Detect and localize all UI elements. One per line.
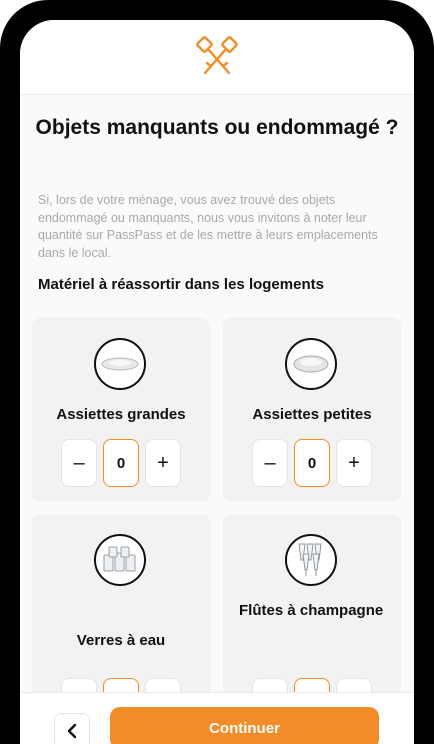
item-card-water-glasses [32,514,210,714]
item-card-champagne-flutes [223,514,401,714]
item-name: Verres à eau [76,632,166,649]
continue-button[interactable]: Continuer [110,707,379,744]
item-card-large-plates [32,318,210,502]
quantity-field[interactable]: 0 [103,439,139,487]
decrement-button[interactable]: – [61,439,97,487]
header [20,20,414,95]
quantity-stepper [61,439,181,487]
item-name: Assiettes petites [252,406,372,423]
quantity-stepper [252,439,372,487]
page-title: Objets manquants ou endommagé ? [35,116,399,139]
increment-button[interactable]: + [336,439,372,487]
item-name: Assiettes grandes [56,406,186,423]
small-plate-icon [285,338,337,390]
item-name: Flûtes à champagne [239,602,384,619]
chevron-left-icon [65,723,79,739]
section-title: Matériel à réassortir dans les logements [38,276,324,293]
intro-text: Si, lors de votre ménage, vous avez trouvé des objets endommagé ou manquants, nous vous invitons à noter leur quantité sur PassPass et de les mettre à leurs emplacements dans le local. [38,193,378,260]
water-glasses-icon [94,534,146,586]
item-card-small-plates [223,318,401,502]
large-plate-icon [94,338,146,390]
keys-icon [193,33,241,81]
footer-bar [20,692,414,744]
decrement-button[interactable]: – [252,439,288,487]
increment-button[interactable]: + [145,439,181,487]
app-screen [20,20,414,744]
champagne-flutes-icon [285,534,337,586]
quantity-field[interactable]: 0 [294,439,330,487]
back-button[interactable] [54,713,90,744]
